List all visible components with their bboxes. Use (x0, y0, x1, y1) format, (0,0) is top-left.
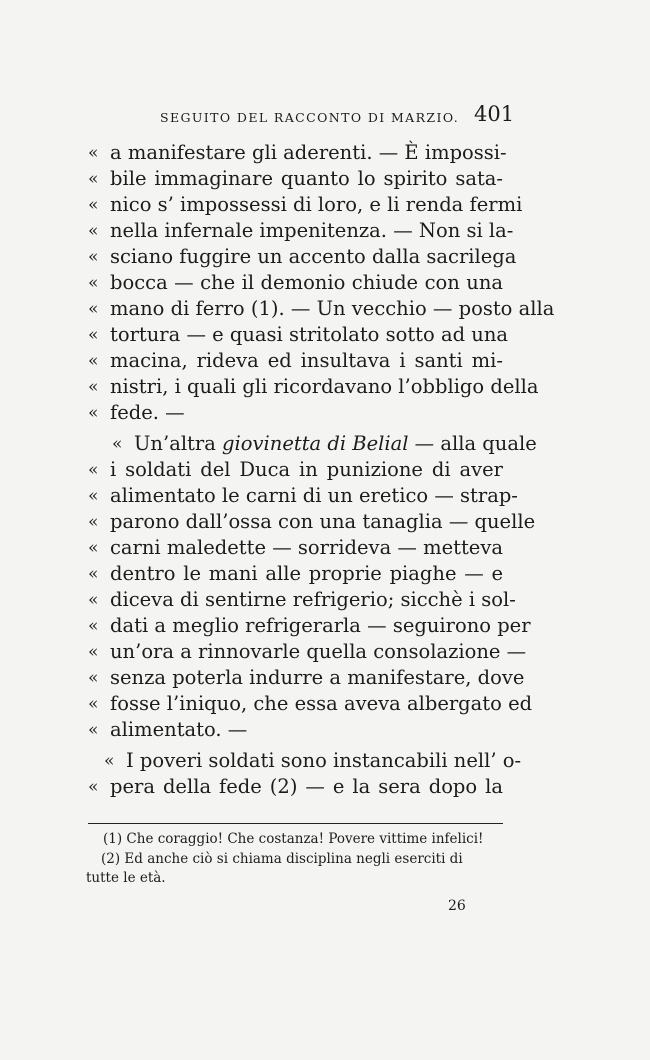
text-before: Un’altra (134, 432, 223, 455)
line-text: un’ora a rinnovarle quella consolazione — (110, 640, 527, 663)
footnote-2: (2) Ed anche ciò si chiama disciplina negli eserciti di (101, 851, 463, 867)
text-line (0, 561, 650, 587)
text-line (0, 322, 650, 348)
guillemet: « (88, 564, 99, 584)
line-text: alimentato. — (110, 718, 248, 741)
text-after: — alla quale (408, 432, 537, 455)
signature-mark: 26 (448, 898, 466, 914)
guillemet: « (88, 694, 99, 714)
guillemet: « (88, 351, 99, 371)
line-text: mano di ferro (1). — Un vecchio — posto alla (110, 297, 555, 320)
text-line (0, 691, 650, 717)
guillemet: « (88, 403, 99, 423)
guillemet: « (88, 169, 99, 189)
text-line (0, 270, 650, 296)
line-text: bocca — che il demonio chiude con una (110, 271, 503, 294)
italic-phrase: giovinetta di Belial (222, 432, 409, 455)
line-text: nico s’ impossessi di loro, e li renda fermi (110, 193, 523, 216)
guillemet: « (88, 590, 99, 610)
guillemet: « (88, 777, 99, 797)
line-text (134, 431, 537, 457)
line-text: senza poterla indurre a manifestare, dove (110, 666, 525, 689)
line-text: diceva di sentirne refrigerio; sicchè i sol- (110, 588, 516, 611)
text-line (0, 296, 650, 322)
text-line (0, 717, 650, 743)
guillemet: « (88, 377, 99, 397)
running-title: SEGUITO DEL RACCONTO DI MARZIO. (160, 110, 460, 125)
guillemet: « (88, 273, 99, 293)
text-line (0, 483, 650, 509)
text-line (0, 457, 650, 483)
guillemet: « (88, 720, 99, 740)
text-line (0, 140, 650, 166)
text-line (0, 509, 650, 535)
text-line (0, 166, 650, 192)
line-text: a manifestare gli aderenti. — È impossi- (110, 141, 507, 164)
text-line (0, 774, 650, 800)
footnote-1: (1) Che coraggio! Che costanza! Povere vittime infelici! (103, 831, 484, 847)
text-line (0, 218, 650, 244)
line-text: macina, rideva ed insultava i santi mi- (110, 349, 503, 372)
text-line (0, 348, 650, 374)
text-line (0, 400, 650, 426)
guillemet: « (88, 143, 99, 163)
text-line (0, 535, 650, 561)
line-text: tortura — e quasi stritolato sotto ad una (110, 323, 509, 346)
guillemet: « (88, 460, 99, 480)
line-text: dati a meglio refrigerarla — seguirono per (110, 614, 531, 637)
line-text: nistri, i quali gli ricordavano l’obbligo della (110, 375, 539, 398)
guillemet: « (112, 434, 123, 454)
line-text: fosse l’iniquo, che essa aveva albergato ed (110, 692, 533, 715)
text-line (0, 639, 650, 665)
footnote-rule (88, 823, 503, 824)
line-text: nella infernale impenitenza. — Non si la- (110, 219, 514, 242)
text-line (0, 587, 650, 613)
guillemet: « (88, 195, 99, 215)
line-text: sciano fuggire un accento dalla sacrilega (110, 245, 517, 268)
guillemet: « (88, 221, 99, 241)
guillemet: « (88, 668, 99, 688)
running-header (0, 100, 650, 136)
guillemet: « (88, 325, 99, 345)
text-line (0, 192, 650, 218)
footnote-2-continuation: tutte le età. (86, 870, 166, 886)
line-text: bile immaginare quanto lo spirito sata- (110, 167, 503, 190)
paragraph-first-line (0, 431, 650, 457)
guillemet: « (88, 512, 99, 532)
text-line (0, 613, 650, 639)
guillemet: « (88, 642, 99, 662)
page-number: 401 (474, 102, 515, 126)
line-text: I poveri soldati sono instancabili nell’ o- (126, 749, 522, 772)
line-text: pera della fede (2) — e la sera dopo la (110, 775, 503, 798)
guillemet: « (88, 616, 99, 636)
line-text: alimentato le carni di un eretico — strap- (110, 484, 518, 507)
guillemet: « (104, 751, 115, 771)
line-text: fede. — (110, 401, 185, 424)
guillemet: « (88, 247, 99, 267)
line-text: carni maledette — sorrideva — metteva (110, 536, 503, 559)
guillemet: « (88, 538, 99, 558)
text-line (0, 244, 650, 270)
text-line (0, 374, 650, 400)
text-line (0, 665, 650, 691)
line-text: parono dall’ossa con una tanaglia — quelle (110, 510, 536, 533)
guillemet: « (88, 486, 99, 506)
guillemet: « (88, 299, 99, 319)
line-text: i soldati del Duca in punizione di aver (110, 458, 503, 481)
line-text: dentro le mani alle proprie piaghe — e (110, 562, 503, 585)
paragraph-first-line (0, 748, 650, 774)
